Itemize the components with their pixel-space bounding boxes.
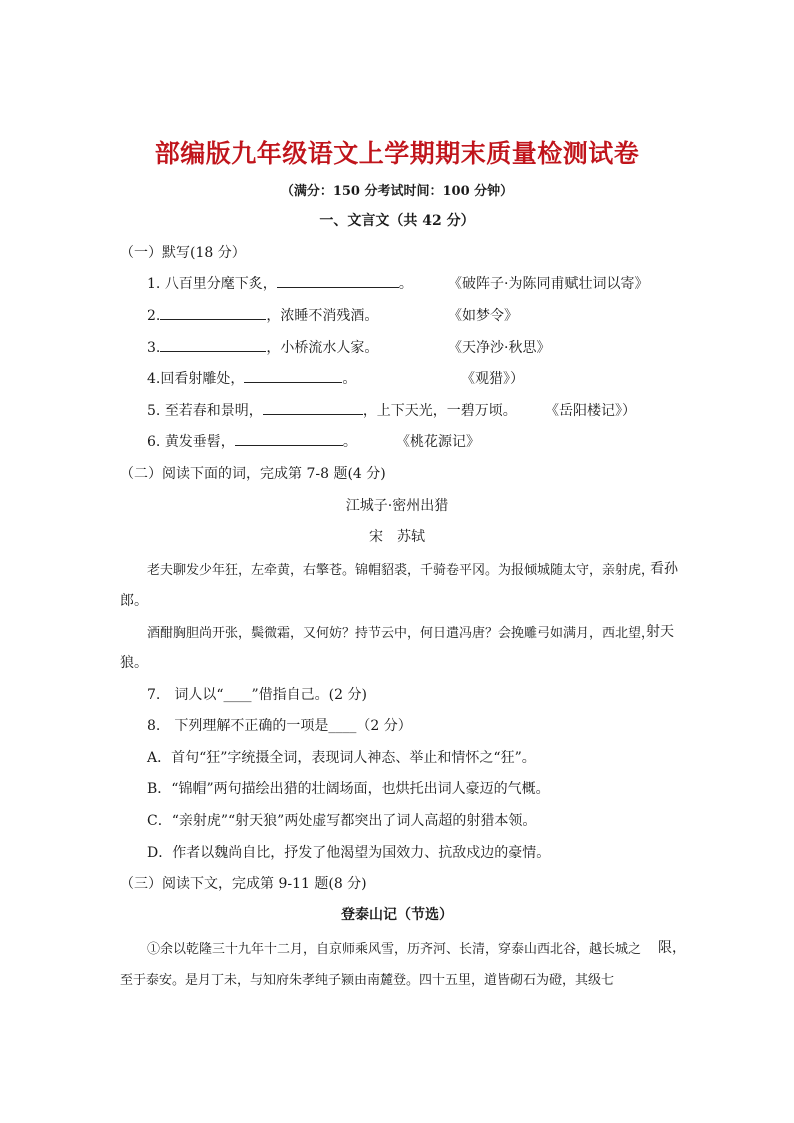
poem-text: 看孙 bbox=[650, 561, 678, 577]
answer-blank[interactable] bbox=[244, 368, 342, 383]
question-item bbox=[147, 273, 413, 293]
essay-text: 至于泰安。是月丁未，与知府朱孝纯子颍由南麓登。四十五里，道皆砌石为磴，其级七 bbox=[120, 973, 615, 988]
question-text: ，小桥流水人家。 bbox=[266, 340, 379, 356]
source-text: 《天净沙·秋思》 bbox=[448, 340, 551, 356]
question-text: 黄发垂髫， bbox=[164, 434, 235, 450]
question-text: 。 bbox=[342, 434, 357, 450]
poem-text: 射天 bbox=[646, 624, 674, 640]
essay-title: 登泰山记（节选） bbox=[341, 907, 453, 923]
source-text: 《破阵子·为陈同甫赋壮词以寄》 bbox=[448, 276, 649, 292]
question-item bbox=[147, 337, 378, 357]
question-text: 八百里分麾下炙， bbox=[164, 276, 277, 292]
source-text: 《岳阳楼记》） bbox=[545, 403, 636, 419]
exam-info: （满分：150 分考试时间：100 分钟） bbox=[280, 184, 514, 199]
essay-text: ①余以乾隆三十九年十二月，自京师乘风雪，历齐河、长清，穿泰山西北谷，越长城之 bbox=[147, 942, 642, 957]
poem-text: 狼。 bbox=[120, 655, 148, 671]
question-item bbox=[147, 400, 517, 420]
question-text: ，上下天光，一碧万顷。 bbox=[362, 403, 517, 419]
question-number: 2. bbox=[147, 308, 161, 324]
question-text: 。 bbox=[342, 371, 357, 387]
question-number: 1. bbox=[147, 276, 161, 292]
part2-heading: （二）阅读下面的词，完成第 7-8 题(4 分) bbox=[120, 466, 386, 482]
question-number: 3. bbox=[147, 340, 161, 356]
question-8: 8. 下列理解不正确的一项是____（2 分） bbox=[147, 718, 412, 734]
essay-text: 限， bbox=[658, 940, 686, 956]
poem-text: 酒酣胸胆尚开张，鬓微霜，又何妨？持节云中，何日遣冯唐？会挽雕弓如满月，西北望， bbox=[147, 626, 655, 641]
question-item bbox=[147, 368, 356, 388]
answer-blank[interactable] bbox=[277, 273, 399, 288]
answer-blank[interactable] bbox=[235, 431, 343, 446]
question-text: 。 bbox=[398, 276, 413, 292]
part3-heading: （三）阅读下文，完成第 9-11 题(8 分) bbox=[120, 876, 367, 892]
question-7: 7. 词人以“____”借指自己。(2 分) bbox=[147, 687, 367, 703]
poem-text: 老夫聊发少年狂，左牵黄，右擎苍。锦帽貂裘，千骑卷平冈。为报倾城随太守，亲射虎， bbox=[147, 563, 655, 578]
option-a[interactable]: A．首句“狂”字统摄全词，表现词人神态、举止和情怀之“狂”。 bbox=[147, 750, 536, 766]
poem-author: 宋 苏轼 bbox=[369, 529, 425, 545]
question-item bbox=[147, 305, 378, 325]
source-text: 《如梦令》 bbox=[448, 308, 518, 324]
question-number: 5. bbox=[147, 403, 161, 419]
question-text: 至若春和景明， bbox=[164, 403, 263, 419]
source-text: 《桃花源记》 bbox=[396, 434, 480, 450]
question-item bbox=[147, 431, 357, 451]
part1-heading: （一）默写(18 分） bbox=[120, 245, 246, 261]
option-b[interactable]: B．“锦帽”两句描绘出猎的壮阔场面，也烘托出词人豪迈的气概。 bbox=[147, 781, 550, 797]
section-heading: 一、文言文（共 42 分） bbox=[319, 213, 475, 229]
poem-text: 郎。 bbox=[120, 593, 148, 609]
answer-blank[interactable] bbox=[160, 337, 266, 352]
question-text: 回看射雕处， bbox=[160, 371, 245, 387]
poem-title: 江城子·密州出猎 bbox=[345, 498, 449, 514]
source-text: 《观猎》） bbox=[461, 371, 524, 387]
question-number: 4. bbox=[147, 371, 161, 387]
question-text: ，浓睡不消残酒。 bbox=[266, 308, 379, 324]
answer-blank[interactable] bbox=[263, 400, 363, 415]
question-number: 6. bbox=[147, 434, 161, 450]
option-c[interactable]: C．“亲射虎”“射天狼”两处虚写都突出了词人高超的射猎本领。 bbox=[147, 813, 537, 829]
page-title: 部编版九年级语文上学期期末质量检测试卷 bbox=[154, 139, 640, 168]
answer-blank[interactable] bbox=[160, 305, 266, 320]
option-d[interactable]: D．作者以魏尚自比，抒发了他渴望为国效力、抗敌戍边的豪情。 bbox=[147, 845, 551, 861]
